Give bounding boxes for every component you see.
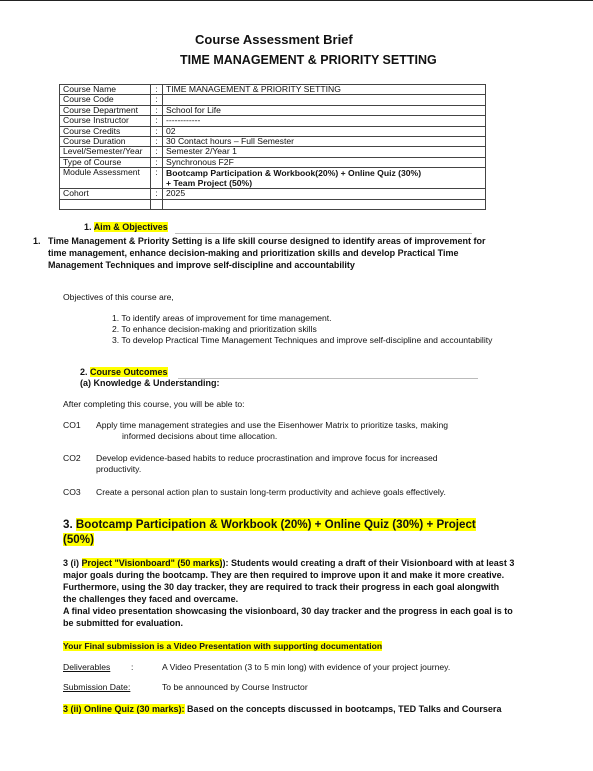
info-value-line: + Team Project (50%) [166,178,253,189]
info-row [60,95,486,105]
objective-number: 1. [112,313,120,323]
course-info-table [59,84,486,210]
section1-rule [175,233,472,234]
info-value [163,168,486,189]
info-label: Type of Course [60,157,151,167]
outcome-code: CO3 [63,487,81,497]
info-value: Semester 2/Year 1 [163,147,486,157]
outcome-code: CO2 [63,453,81,463]
info-value: ------------ [163,116,486,126]
quiz-line [63,704,501,714]
info-separator: : [151,116,163,126]
info-row [60,157,486,167]
outcome-code: CO1 [63,420,81,430]
section2-rule [178,378,478,379]
objective-text: To develop Practical Time Management Techniques and improve self-discipline and accountability [121,335,493,345]
project-line: be submitted for evaluation. [63,618,184,628]
info-row [60,105,486,115]
info-label: Module Assessment [60,168,151,189]
info-label: Level/Semester/Year [60,147,151,157]
project-line: Furthermore, using the 30 day tracker, they are required to track their progress in each goal alongwith [63,582,500,592]
info-row-empty [60,199,486,209]
objective-number: 2. [112,324,120,334]
objective-number: 3. [112,335,120,345]
submission-date-label: Submission Date: [63,682,131,692]
deliverables-sep: : [131,662,134,672]
info-label: Course Instructor [60,116,151,126]
section3-number: 3. [63,518,73,531]
final-submission-note [63,641,382,651]
objectives-intro: Objectives of this course are, [63,292,174,302]
info-value: 2025 [163,189,486,199]
info-label: Course Duration [60,137,151,147]
submission-date-value: To be announced by Course Instructor [162,682,308,692]
section3-title: Bootcamp Participation & Workbook (20%) + Online Quiz (30%) + Project [75,518,476,531]
info-row [60,137,486,147]
info-row [60,126,486,136]
outcome-text: Create a personal action plan to sustain long-term productivity and achieve goals effectively. [96,487,446,497]
project-line: the challenges they faced and overcame. [63,594,239,604]
section1-number: 1. [84,222,92,232]
project-prefix: 3 (i) [63,558,80,568]
info-value-line: Bootcamp Participation & Workbook(20%) + Online Quiz (30%) [166,168,422,179]
document-subtitle: TIME MANAGEMENT & PRIORITY SETTING [180,53,437,67]
project-line: major goals during the bootcamp. They are then required to improve upon it and make it more creative. [63,570,505,580]
info-value: 30 Contact hours – Full Semester [163,137,486,147]
section3-title-cont: (50%) [63,533,94,546]
aim-list-number: 1. [33,236,41,246]
info-label: Course Code [60,95,151,105]
project-line: A final video presentation showcasing the visionboard, 30 day tracker and the progress in each goal is to [63,606,513,616]
info-value [163,95,486,105]
section2-number: 2. [80,367,88,377]
top-border-line [0,0,593,1]
section2-heading [80,367,168,377]
info-value: 02 [163,126,486,136]
info-empty-cell [60,199,151,209]
objective-item [112,335,492,345]
section3-heading [63,518,476,531]
outcome-text-cont: productivity. [96,464,142,474]
info-separator: : [151,147,163,157]
document-title: Course Assessment Brief [195,32,353,47]
info-value: TIME MANAGEMENT & PRIORITY SETTING [163,85,486,95]
section3-heading-cont [63,533,94,546]
quiz-title: 3 (ii) Online Quiz (30 marks): [63,704,185,714]
info-label: Cohort [60,189,151,199]
info-label: Course Credits [60,126,151,136]
quiz-text: Based on the concepts discussed in bootcamps, TED Talks and Coursera [184,704,502,714]
section1-title: Aim & Objectives [93,222,168,232]
project-text: ): Students would creating a draft of their Visionboard with at least 3 [222,558,515,568]
info-separator: : [151,95,163,105]
info-label: Course Name [60,85,151,95]
info-separator: : [151,157,163,167]
info-row [60,85,486,95]
info-value: Synchronous F2F [163,157,486,167]
section2-subheading: (a) Knowledge & Understanding: [80,378,220,388]
deliverables-value: A Video Presentation (3 to 5 min long) with evidence of your project journey. [162,662,451,672]
objective-text: To enhance decision-making and prioritization skills [121,324,317,334]
aim-line-2: time management, enhance decision-making and prioritization skills and develop Practical Time [48,248,459,258]
info-separator: : [151,189,163,199]
deliverables-label: Deliverables [63,662,111,672]
section2-title: Course Outcomes [90,367,168,377]
section1-heading [84,222,168,232]
info-empty-cell [163,199,486,209]
info-separator: : [151,168,163,189]
info-row [60,168,486,189]
info-row [60,116,486,126]
aim-line-3: Management Techniques and improve self-discipline and accountability [48,260,355,270]
final-submission-text: Your Final submission is a Video Presentation with supporting documentation [63,641,383,651]
objective-item [112,324,317,334]
info-separator: : [151,137,163,147]
outcomes-intro: After completing this course, you will be able to: [63,399,245,409]
info-row [60,147,486,157]
info-separator: : [151,85,163,95]
outcome-text-cont: informed decisions about time allocation. [122,431,278,441]
info-separator: : [151,105,163,115]
info-row [60,189,486,199]
info-empty-cell [151,199,163,209]
outcome-text: Develop evidence-based habits to reduce procrastination and improve focus for increased [96,453,438,463]
info-value: School for Life [163,105,486,115]
info-separator: : [151,126,163,136]
project-line-1 [63,558,514,568]
outcome-text: Apply time management strategies and use the Eisenhower Matrix to prioritize tasks, making [96,420,449,430]
objective-text: To identify areas of improvement for time management. [121,313,332,323]
project-title: Project "Visionboard" (50 marks) [81,558,223,568]
info-label: Course Department [60,105,151,115]
aim-line-1: Time Management & Priority Setting is a life skill course designed to identify areas of improvement for [48,236,486,246]
objective-item [112,313,332,323]
